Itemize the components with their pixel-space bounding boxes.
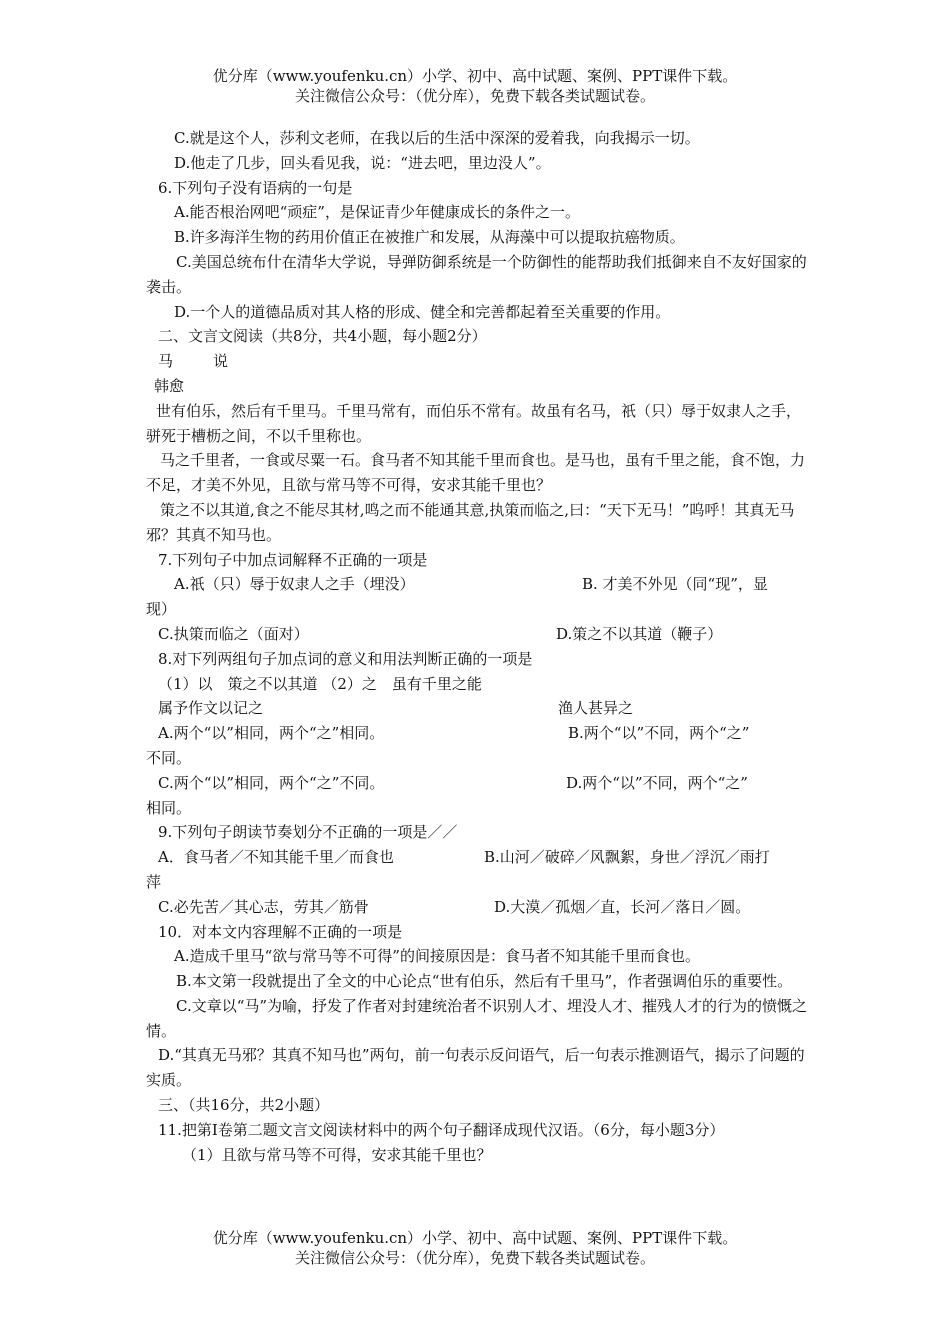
q5-option-c: C.就是这个人，莎利文老师，在我以后的生活中深深的爱着我，向我揭示一切。 bbox=[174, 129, 700, 147]
q6-stem: 6.下列句子没有语病的一句是 bbox=[158, 178, 353, 197]
section3-heading: 三、（共16分，共2小题） bbox=[158, 1096, 330, 1115]
document-body bbox=[146, 126, 810, 1167]
q7-option-d: D.策之不以其道（鞭子） bbox=[556, 624, 723, 643]
passage-title-a: 马 bbox=[158, 352, 174, 371]
page-footer bbox=[0, 1228, 950, 1268]
q8-stem: 8.对下列两组句子加点词的意义和用法判断正确的一项是 bbox=[158, 649, 533, 668]
q8-pairs: （1）以 策之不以其道 （2）之 虽有千里之能 bbox=[158, 674, 482, 693]
footer-line-1: 优分库（www.youfenku.cn）小学、初中、高中试题、案例、PPT课件下载。 bbox=[212, 1229, 738, 1247]
q11-stem: 11.把第Ⅰ卷第二题文言文阅读材料中的两个句子翻译成现代汉语。（6分，每小题3分） bbox=[158, 1120, 725, 1139]
passage-paragraph-1: 世有伯乐，然后有千里马。千里马常有，而伯乐不常有。故虽有名马，祇（只）辱于奴隶人之手，骈死于槽枥之间，不以千里称也。 bbox=[146, 401, 802, 445]
q7-option-a: A.祇（只）辱于奴隶人之手（埋没） bbox=[174, 575, 415, 594]
q6-option-a: A.能否根治网吧“顽症”，是保证青少年健康成长的条件之一。 bbox=[174, 203, 580, 222]
q8-sentence-1: 属予作文以记之 bbox=[158, 699, 264, 718]
q9-option-d: D.大漠／孤烟／直，长河／落日／圆。 bbox=[494, 897, 751, 916]
q6-option-c: C.美国总统布什在清华大学说，导弹防御系统是一个防御性的能帮助我们抵御来自不友好国家的袭击。 bbox=[146, 252, 807, 296]
q5-option-d: D.他走了几步，回头看见我，说：“进去吧，里边没人”。 bbox=[174, 153, 551, 172]
q6-option-b: B.许多海洋生物的药用价值正在被推广和发展，从海藻中可以提取抗癌物质。 bbox=[174, 228, 685, 247]
q8-option-c: C.两个“以”相同，两个“之”不同。 bbox=[158, 773, 385, 792]
q11-item-1: （1）且欲与常马等不可得，安求其能千里也？ bbox=[182, 1145, 492, 1164]
q8-option-b-cont: 不同。 bbox=[146, 748, 192, 767]
q9-option-b: B.山河／破碎／风飘絮，身世／浮沉／雨打 bbox=[484, 848, 770, 867]
q7-option-b-cont: 现） bbox=[146, 600, 177, 619]
q7-option-b: B. 才美不外见（同“现”，显 bbox=[582, 575, 768, 594]
passage-title-b: 说 bbox=[213, 352, 229, 371]
q10-option-b: B.本文第一段就提出了全文的中心论点“世有伯乐，然后有千里马”，作者强调伯乐的重要性。 bbox=[176, 972, 793, 991]
q10-stem: 10．对本文内容理解不正确的一项是 bbox=[158, 922, 403, 941]
q8-option-b: B.两个“以”不同，两个“之” bbox=[568, 724, 750, 743]
q9-option-b-cont: 萍 bbox=[146, 872, 162, 891]
passage-paragraph-3: 策之不以其道,食之不能尽其材,鸣之而不能通其意,执策而临之,曰：“天下无马！”呜呼！其真无马邪？其真不知马也。 bbox=[146, 500, 795, 544]
q10-option-d: D.“其真无马邪？其真不知马也”两句，前一句表示反问语气，后一句表示推测语气，揭示了问题的实质。 bbox=[146, 1046, 805, 1090]
q7-stem: 7.下列句子中加点词解释不正确的一项是 bbox=[158, 550, 428, 569]
q9-stem: 9.下列句子朗读节奏划分不正确的一项是／／ bbox=[158, 823, 458, 842]
header-line-1: 优分库（www.youfenku.cn）小学、初中、高中试题、案例、PPT课件下载。 bbox=[212, 67, 738, 85]
page-header bbox=[0, 66, 950, 106]
q8-option-d-cont: 相同。 bbox=[146, 798, 192, 817]
q10-option-c: C.文章以“马”为喻，抒发了作者对封建统治者不识别人才、埋没人才、摧残人才的行为的愤慨之情。 bbox=[146, 996, 808, 1040]
footer-line-2: 关注微信公众号：（优分库），免费下载各类试题试卷。 bbox=[294, 1249, 655, 1267]
header-line-2: 关注微信公众号：（优分库），免费下载各类试题试卷。 bbox=[294, 87, 655, 105]
q6-option-d: D.一个人的道德品质对其人格的形成、健全和完善都起着至关重要的作用。 bbox=[174, 302, 671, 321]
q8-sentence-2: 渔人甚异之 bbox=[558, 699, 634, 718]
q10-option-a: A.造成千里马“欲与常马等不可得”的间接原因是：食马者不知其能千里而食也。 bbox=[174, 947, 700, 966]
q9-option-a: A．食马者／不知其能千里／而食也 bbox=[158, 848, 394, 867]
q9-option-c: C.必先苦／其心志，劳其／筋骨 bbox=[158, 897, 369, 916]
passage-title bbox=[146, 349, 810, 374]
q7-option-c: C.执策而临之（面对） bbox=[158, 624, 309, 643]
passage-author: 韩愈 bbox=[154, 376, 185, 395]
passage-paragraph-2: 马之千里者，一食或尽粟一石。食马者不知其能千里而食也。是马也，虽有千里之能，食不饱，力不足，才美不外见，且欲与常马等不可得，安求其能千里也？ bbox=[146, 451, 806, 495]
q8-option-d: D.两个“以”不同，两个“之” bbox=[566, 773, 748, 792]
section2-heading: 二、文言文阅读（共8分，共4小题，每小题2分） bbox=[158, 327, 487, 346]
q8-option-a: A.两个“以”相同，两个“之”相同。 bbox=[158, 724, 385, 743]
